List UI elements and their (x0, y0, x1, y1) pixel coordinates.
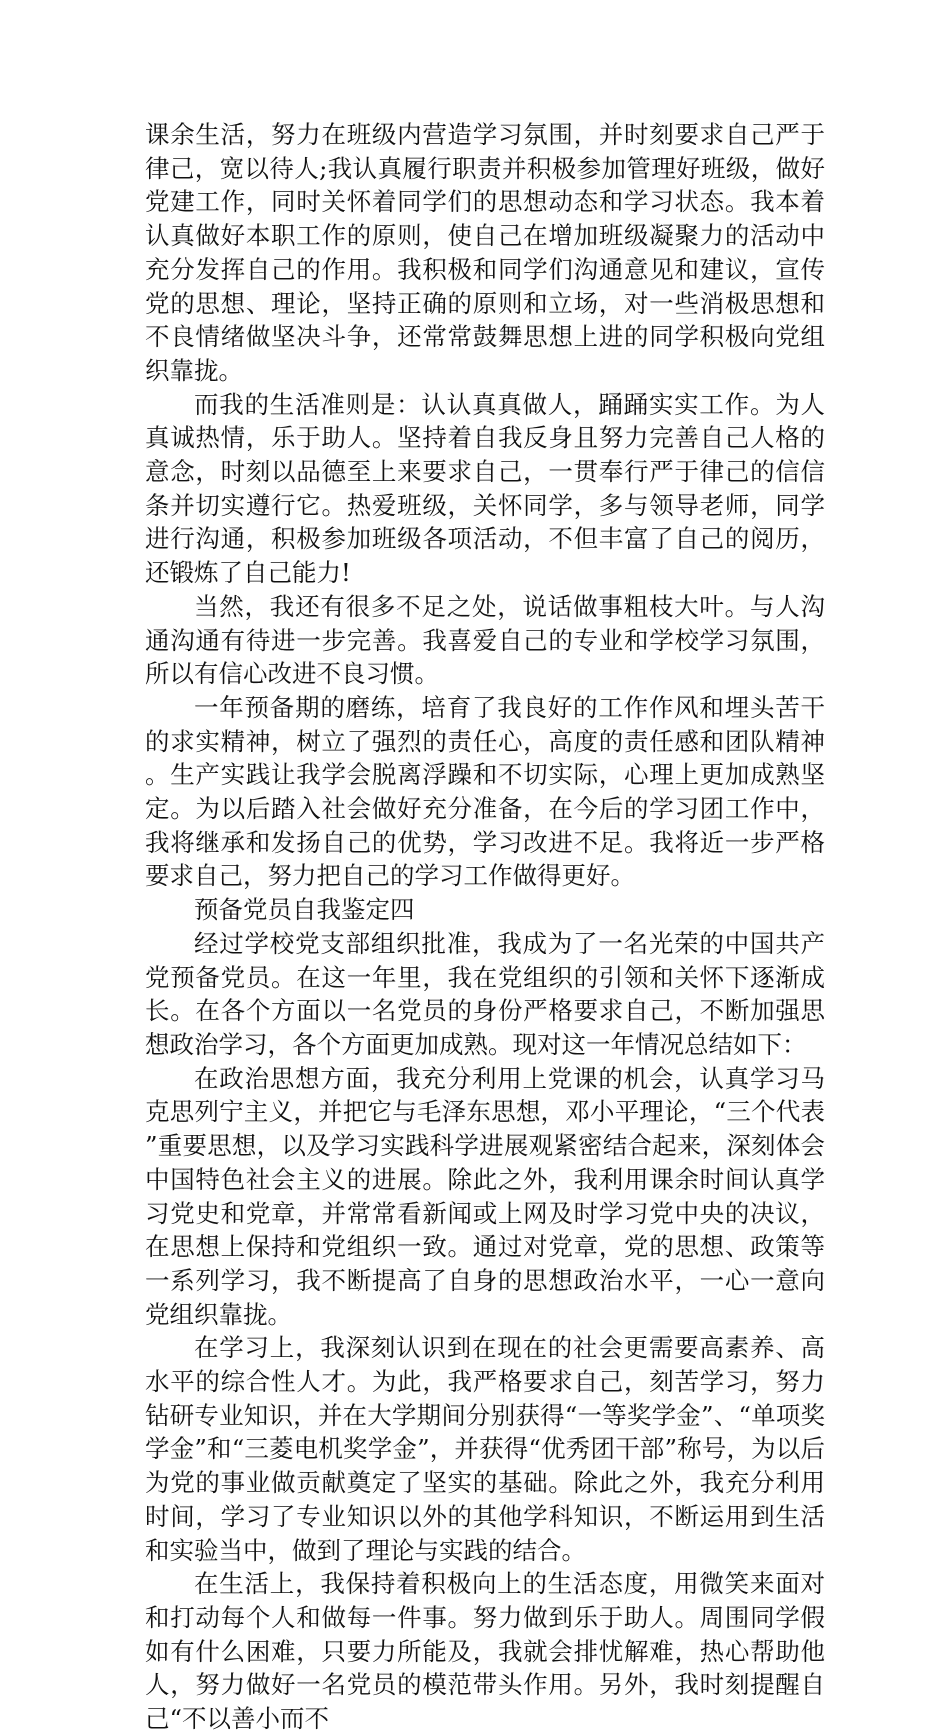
paragraph-3: 当然，我还有很多不足之处，说话做事粗枝大叶。与人沟通沟通有待进一步完善。我喜爱自己的专业和学校学习氛围，所以有信心改进不良习惯。 (145, 591, 825, 689)
paragraph-5: 经过学校党支部组织批准，我成为了一名光荣的中国共产党预备党员。在这一年里，我在党组织的引领和关怀下逐渐成长。在各个方面以一名党员的身份严格要求自己，不断加强思想政治学习，各个方面更加成熟。现对这一年情况总结如下： (145, 928, 825, 1059)
paragraph-2: 而我的生活准则是：认认真真做人，踊踊实实工作。为人真诚热情，乐于助人。坚持着自我反身且努力完善自己人格的意念，时刻以品德至上来要求自己，一贯奉行严于律己的信信条并切实遵行它。热爱班级，关怀同学，多与领导老师，同学进行沟通，积极参加班级各项活动，不但丰富了自己的阅历，还锻炼了自己能力! (145, 389, 825, 588)
section-heading: 预备党员自我鉴定四 (194, 895, 415, 925)
paragraph-4: 一年预备期的磨练，培育了我良好的工作作风和埋头苦干的求实精神，树立了强烈的责任心，高度的责任感和团队精神。生产实践让我学会脱离浮躁和不切实际，心理上更加成熟坚定。为以后踏入社会做好充分准备，在今后的学习团工作中，我将继承和发扬自己的优势，学习改进不足。我将近一步严格要求自己，努力把自己的学习工作做得更好。 (145, 692, 825, 891)
paragraph-8: 在生活上，我保持着积极向上的生活态度，用微笑来面对和打动每个人和做每一件事。努力做到乐于助人。周围同学假如有什么困难，只要力所能及，我就会排忧解难，热心帮助他人，努力做好一名党员的模范带头作用。另外，我时刻提醒自己“不以善小而不 (145, 1569, 825, 1734)
paragraph-7: 在学习上，我深刻认识到在现在的社会更需要高素养、高水平的综合性人才。为此，我严格要求自己，刻苦学习，努力钻研专业知识，并在大学期间分别获得“一等奖学金”、“单项奖学金”和“三菱电机奖学金”，并获得“优秀团干部”称号，为以后为党的事业做贡献奠定了坚实的基础。除此之外，我充分利用时间，学习了专业知识以外的其他学科知识，不断运用到生活和实验当中，做到了理论与实践的结合。 (145, 1333, 825, 1565)
document-body (145, 118, 825, 1736)
paragraph-6: 在政治思想方面，我充分利用上党课的机会，认真学习马克思列宁主义，并把它与毛泽东思想，邓小平理论，“三个代表”重要思想，以及学习实践科学进展观紧密结合起来，深刻体会中国特色社会主义的进展。除此之外，我利用课余时间认真学习党史和党章，并常常看新闻或上网及时学习党中央的决议，在思想上保持和党组织一致。通过对党章，党的思想、政策等一系列学习，我不断提高了自身的思想政治水平，一心一意向党组织靠拢。 (145, 1063, 825, 1329)
paragraph-1: 课余生活，努力在班级内营造学习氛围，并时刻要求自己严于律己，宽以待人;我认真履行职责并积极参加管理好班级，做好党建工作，同时关怀着同学们的思想动态和学习状态。我本着认真做好本职工作的原则，使自己在增加班级凝聚力的活动中充分发挥自己的作用。我积极和同学们沟通意见和建议，宣传党的思想、理论，坚持正确的原则和立场，对一些消极思想和不良情绪做坚决斗争，还常常鼓舞思想上进的同学积极向党组织靠拢。 (145, 120, 825, 385)
